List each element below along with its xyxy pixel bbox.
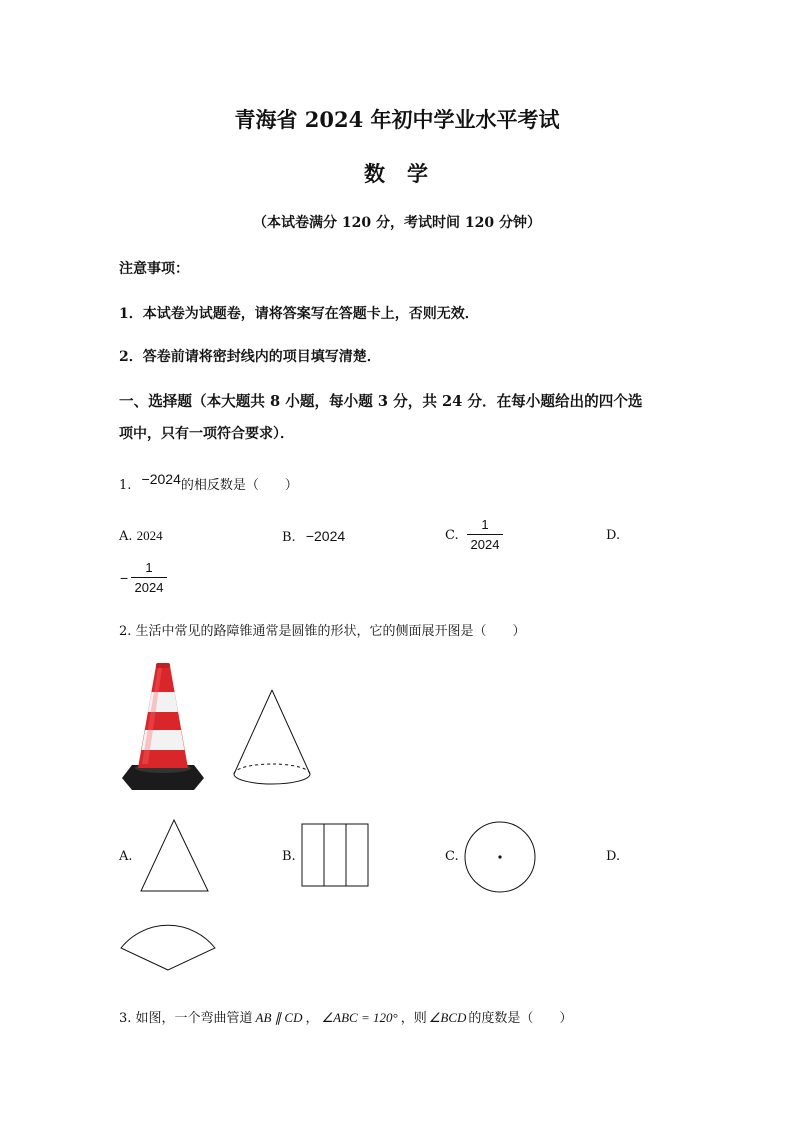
subject-char-1: 数: [364, 161, 387, 186]
fraction-denominator: 2024: [134, 580, 164, 595]
rectangle-icon: [301, 823, 369, 888]
q1-number: 1.: [119, 478, 132, 493]
notice-item-2: 2．答卷前请将密封线内的项目填写清楚．: [119, 349, 381, 365]
q3-math-parallel: AB ∥ CD: [255, 1010, 303, 1025]
fraction-denominator: 2024: [470, 537, 500, 552]
sector-shape: [121, 925, 215, 970]
q3-stem: 3. 如图，一个弯曲管道 AB ∥ CD ， ∠ABC = 120° ，则 ∠BCD 的度数是（ ）: [119, 1010, 573, 1026]
subject-title: [0, 158, 794, 188]
circle-icon: [463, 820, 537, 894]
section1-line-2: 项中，只有一项符合要求）．: [119, 426, 294, 442]
q1-option-d-sign: −: [120, 570, 129, 586]
rectangle-outline: [302, 824, 368, 886]
triangle-icon: [138, 818, 210, 894]
section1-line-1: 一、选择题（本大题共 8 小题，每小题 3 分，共 24 分．在每小题给出的四个选: [119, 393, 643, 410]
q2-option-b[interactable]: B.: [282, 849, 296, 864]
q2-stem: 2. 生活中常见的路障锥通常是圆锥的形状，它的侧面展开图是（ ）: [119, 624, 526, 639]
fraction-numerator: 1: [145, 560, 153, 575]
cone-left-edge: [234, 690, 272, 774]
notice-heading: 注意事项：: [119, 261, 189, 277]
q1-option-a-value: 2024: [136, 528, 163, 543]
q1-option-b[interactable]: B. −2024: [282, 528, 346, 545]
q1-option-d-fraction: [131, 560, 167, 595]
fraction-numerator: 1: [481, 517, 489, 532]
cone-base-front: [234, 774, 310, 784]
q2-option-d[interactable]: D.: [606, 849, 621, 864]
traffic-cone-image: [118, 660, 208, 794]
q3-math-target: ∠BCD: [428, 1010, 467, 1025]
q1-option-d[interactable]: D.: [606, 528, 621, 543]
cone-diagram: [230, 688, 314, 792]
exam-note: （本试卷满分 120 分，考试时间 120 分钟）: [253, 215, 541, 231]
q1-text: 的相反数是（ ）: [180, 478, 298, 493]
q1-option-b-value: −2024: [305, 528, 346, 544]
q1-stem: [119, 471, 298, 493]
q1-option-a[interactable]: A. 2024: [119, 528, 163, 544]
cone-base-back: [234, 764, 310, 774]
sector-icon: [118, 904, 218, 974]
cone-right-edge: [272, 690, 310, 774]
q3-math-angle: ∠ABC = 120°: [321, 1010, 398, 1025]
q2-option-a[interactable]: A.: [119, 849, 133, 864]
triangle-shape: [141, 820, 208, 891]
exam-title: 青海省 2024 年初中学业水平考试: [234, 107, 560, 132]
notice-item-1: 1．本试卷为试题卷，请将答案写在答题卡上，否则无效．: [119, 306, 479, 322]
cone-tip: [156, 663, 170, 668]
q2-option-c[interactable]: C.: [445, 849, 459, 864]
circle-center-dot: [498, 855, 501, 858]
subject-char-2: 学: [407, 161, 430, 186]
q1-option-c-fraction: [467, 517, 503, 552]
q1-option-c[interactable]: C.: [445, 528, 459, 543]
q1-math: −2024: [141, 471, 181, 487]
